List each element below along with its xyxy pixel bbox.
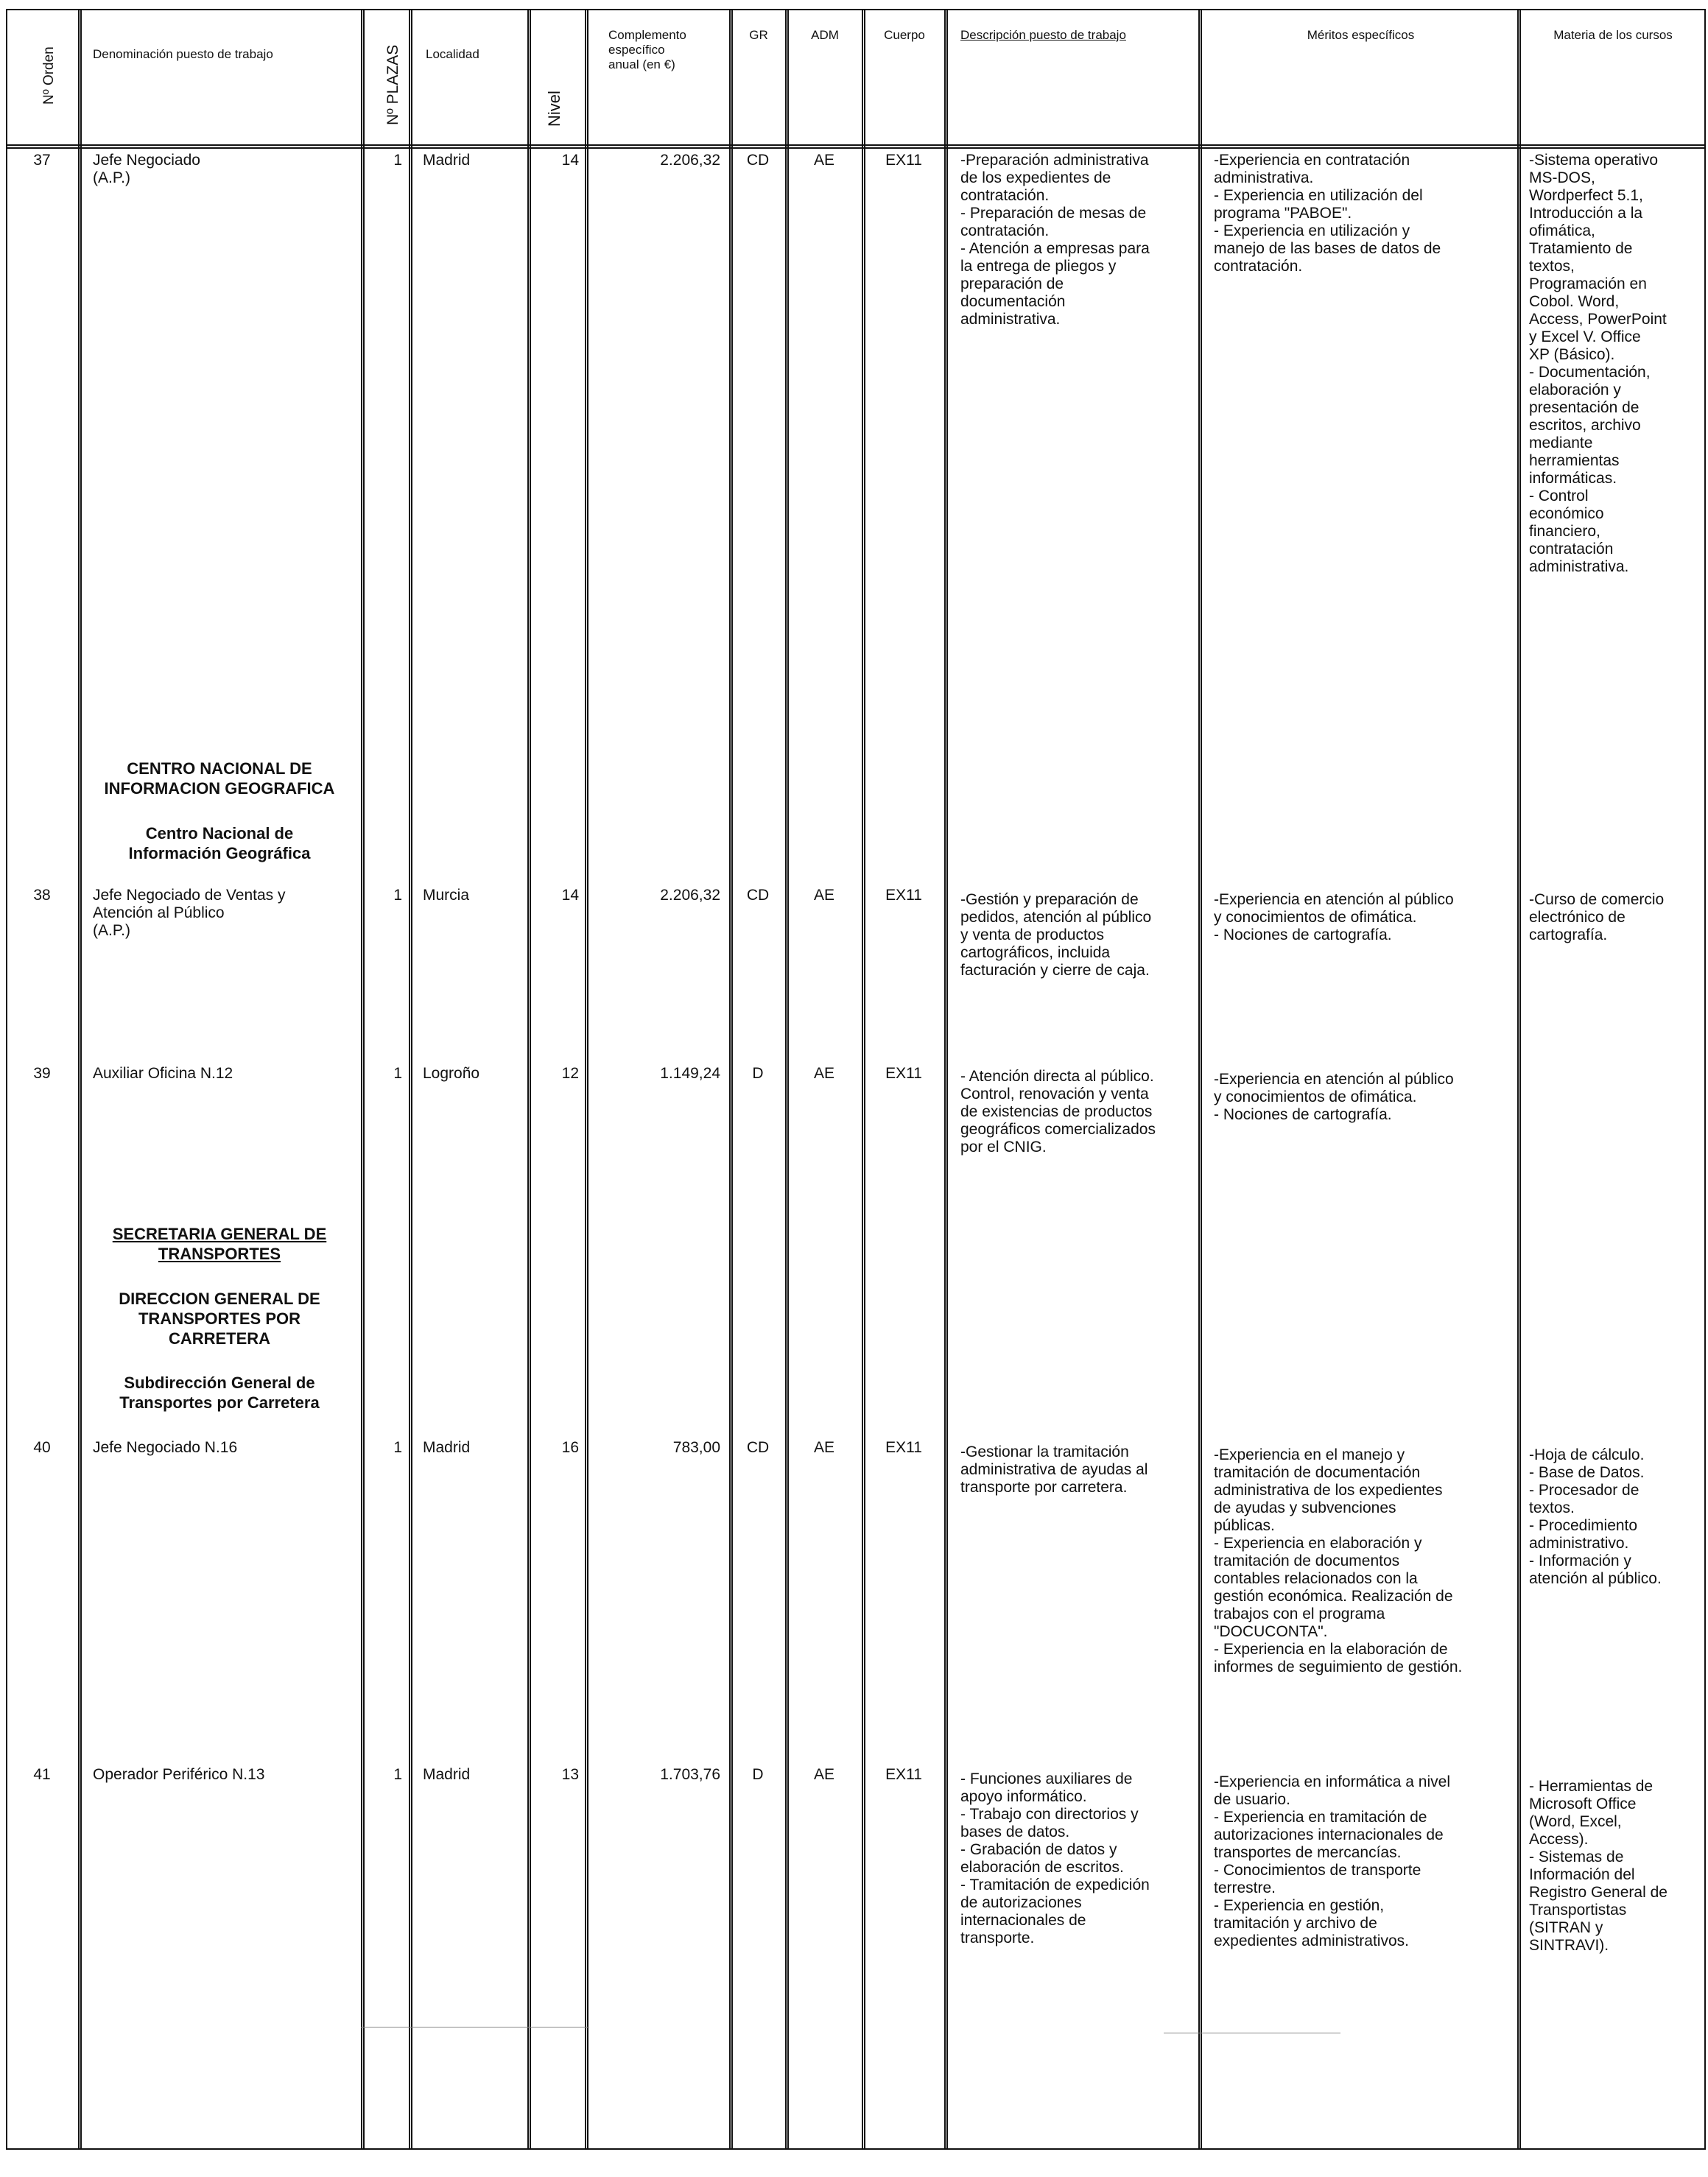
section-heading: CENTRO NACIONAL DE INFORMACION GEOGRAFICA [104, 759, 335, 798]
denominacion: Jefe Negociado (A.P.) [93, 152, 200, 186]
complemento: 1.703,76 [660, 1766, 720, 1783]
header-localidad: Localidad [426, 47, 479, 61]
cuerpo: EX11 [885, 1439, 922, 1456]
cuerpo: EX11 [885, 1065, 922, 1082]
orden: 37 [33, 152, 51, 169]
col-border [78, 9, 82, 2148]
cuerpo: EX11 [885, 1766, 922, 1783]
col-border [862, 9, 865, 2148]
col-border [6, 9, 7, 2148]
adm: AE [813, 1065, 834, 1082]
localidad: Logroño [423, 1065, 480, 1082]
adm: AE [813, 152, 834, 169]
header-meritos: Méritos específicos [1307, 28, 1415, 42]
nivel: 12 [561, 1065, 579, 1082]
cursos: -Sistema operativo MS-DOS, Wordperfect 5.1, Introducción a la ofimática, Tratamiento de textos, Programación en Cobol. Word, Access, PowerPoint y Excel V. Office XP (Básico). - Documentación, elaboración y presentación de escritos, archivo mediante herramientas informáticas. - Control económico financiero, contratación administrativa. [1529, 152, 1667, 575]
orden: 41 [33, 1766, 51, 1783]
adm: AE [813, 1766, 834, 1783]
gr: CD [746, 1439, 770, 1456]
localidad: Madrid [423, 152, 471, 169]
denominacion: Jefe Negociado N.16 [93, 1439, 238, 1456]
denominacion: Auxiliar Oficina N.12 [93, 1065, 233, 1082]
orden: 40 [33, 1439, 51, 1456]
section-subheading: Subdirección General de Transportes por Carretera [119, 1374, 320, 1412]
meritos: -Experiencia en atención al público y conocimientos de ofimática. - Nociones de cartografía. [1214, 1071, 1454, 1123]
col-border [1198, 9, 1202, 2148]
col-border [1704, 9, 1706, 2148]
col-border [785, 9, 789, 2148]
complemento: 2.206,32 [660, 887, 720, 904]
col-border [944, 9, 948, 2148]
section-subheading: Centro Nacional de Información Geográfica [128, 824, 311, 862]
denominacion: Operador Periférico N.13 [93, 1766, 265, 1783]
header-denominacion: Denominación puesto de trabajo [93, 47, 273, 61]
section-heading: SECRETARIA GENERAL DE TRANSPORTES [112, 1225, 327, 1263]
descripcion: - Atención directa al público. Control, renovación y venta de existencias de productos geográficos comercializados por el CNIG. [960, 1068, 1156, 1156]
adm: AE [813, 1439, 834, 1456]
adm: AE [813, 887, 834, 904]
denominacion: Jefe Negociado de Ventas y Atención al Público (A.P.) [93, 887, 286, 939]
col-border [409, 9, 412, 2148]
cuerpo: EX11 [885, 152, 922, 169]
col-border [585, 9, 588, 2148]
plazas: 1 [393, 1766, 402, 1783]
meritos: -Experiencia en el manejo y tramitación de documentación administrativa de los expedientes de ayudas y subvenciones públicas. - Experiencia en elaboración y tramitación de documentos contables relacionados con la gestión económica. Realización de trabajos con el programa "DOCUCONTA". - Experiencia en la elaboración de informes de seguimiento de gestión. [1214, 1446, 1463, 1675]
cursos: -Hoja de cálculo. - Base de Datos. - Procesador de textos. - Procedimiento administrativo. - Información y atención al público. [1529, 1446, 1662, 1587]
descripcion: - Funciones auxiliares de apoyo informático. - Trabajo con directorios y bases de datos. - Grabación de datos y elaboración de escritos. - Tramitación de expedición de autorizaciones internacionales de transporte. [960, 1770, 1150, 1946]
gr: CD [746, 152, 770, 169]
plazas: 1 [393, 1439, 402, 1456]
header-descripcion: Descripción puesto de trabajo [960, 28, 1126, 42]
table-bottom-border [6, 2148, 1706, 2150]
cursos: - Herramientas de Microsoft Office (Word, Excel, Access). - Sistemas de Información del Registro General de Transportistas (SITRAN y SINTRAVI). [1529, 1778, 1667, 1954]
orden: 39 [33, 1065, 51, 1082]
cursos: -Curso de comercio electrónico de cartografía. [1529, 891, 1665, 943]
gr: D [752, 1065, 764, 1082]
complemento: 1.149,24 [660, 1065, 720, 1082]
plazas: 1 [393, 887, 402, 904]
header-plazas: Nº PLAZAS [384, 44, 401, 125]
localidad: Madrid [423, 1766, 471, 1783]
meritos: -Experiencia en contratación administrativa. - Experiencia en utilización del programa "PABOE". - Experiencia en utilización y manejo de las bases de datos de contratación. [1214, 152, 1441, 275]
section-subheading: DIRECCION GENERAL DE TRANSPORTES POR CARRETERA [119, 1290, 320, 1348]
header-gr: GR [749, 28, 768, 42]
gr: D [752, 1766, 764, 1783]
descripcion: -Preparación administrativa de los expedientes de contratación. - Preparación de mesas de contratación. - Atención a empresas para la entrega de pliegos y preparación de documentación administrativa. [960, 152, 1150, 328]
meritos: -Experiencia en informática a nivel de usuario. - Experiencia en tramitación de autorizaciones internacionales de transportes de mercancías. - Conocimientos de transporte terrestre. - Experiencia en gestión, tramitación y archivo de expedientes administrativos. [1214, 1773, 1450, 1949]
localidad: Murcia [423, 887, 470, 904]
nivel: 13 [561, 1766, 579, 1783]
meritos: -Experiencia en atención al público y conocimientos de ofimática. - Nociones de cartografía. [1214, 891, 1454, 943]
header-complemento: Complemento específico anual (en €) [608, 28, 686, 71]
header-nivel: Nivel [545, 91, 563, 127]
col-border [361, 9, 365, 2148]
header-bottom-border [6, 144, 1706, 149]
plazas: 1 [393, 1065, 402, 1082]
nivel: 16 [561, 1439, 579, 1456]
plazas: 1 [393, 152, 402, 169]
complemento: 783,00 [672, 1439, 720, 1456]
descripcion: -Gestión y preparación de pedidos, atención al público y venta de productos cartográficos, incluida facturación y cierre de caja. [960, 891, 1152, 979]
orden: 38 [33, 887, 51, 904]
header-orden: Nº Orden [41, 46, 57, 105]
col-border [729, 9, 733, 2148]
nivel: 14 [561, 887, 579, 904]
complemento: 2.206,32 [660, 152, 720, 169]
localidad: Madrid [423, 1439, 471, 1456]
cuerpo: EX11 [885, 887, 922, 904]
header-adm: ADM [811, 28, 839, 42]
descripcion: -Gestionar la tramitación administrativa de ayudas al transporte por carretera. [960, 1443, 1148, 1496]
table-top-border [6, 9, 1706, 10]
gr: CD [746, 887, 770, 904]
col-border [1517, 9, 1521, 2148]
header-cursos: Materia de los cursos [1553, 28, 1673, 42]
header-cuerpo: Cuerpo [884, 28, 925, 42]
nivel: 14 [561, 152, 579, 169]
